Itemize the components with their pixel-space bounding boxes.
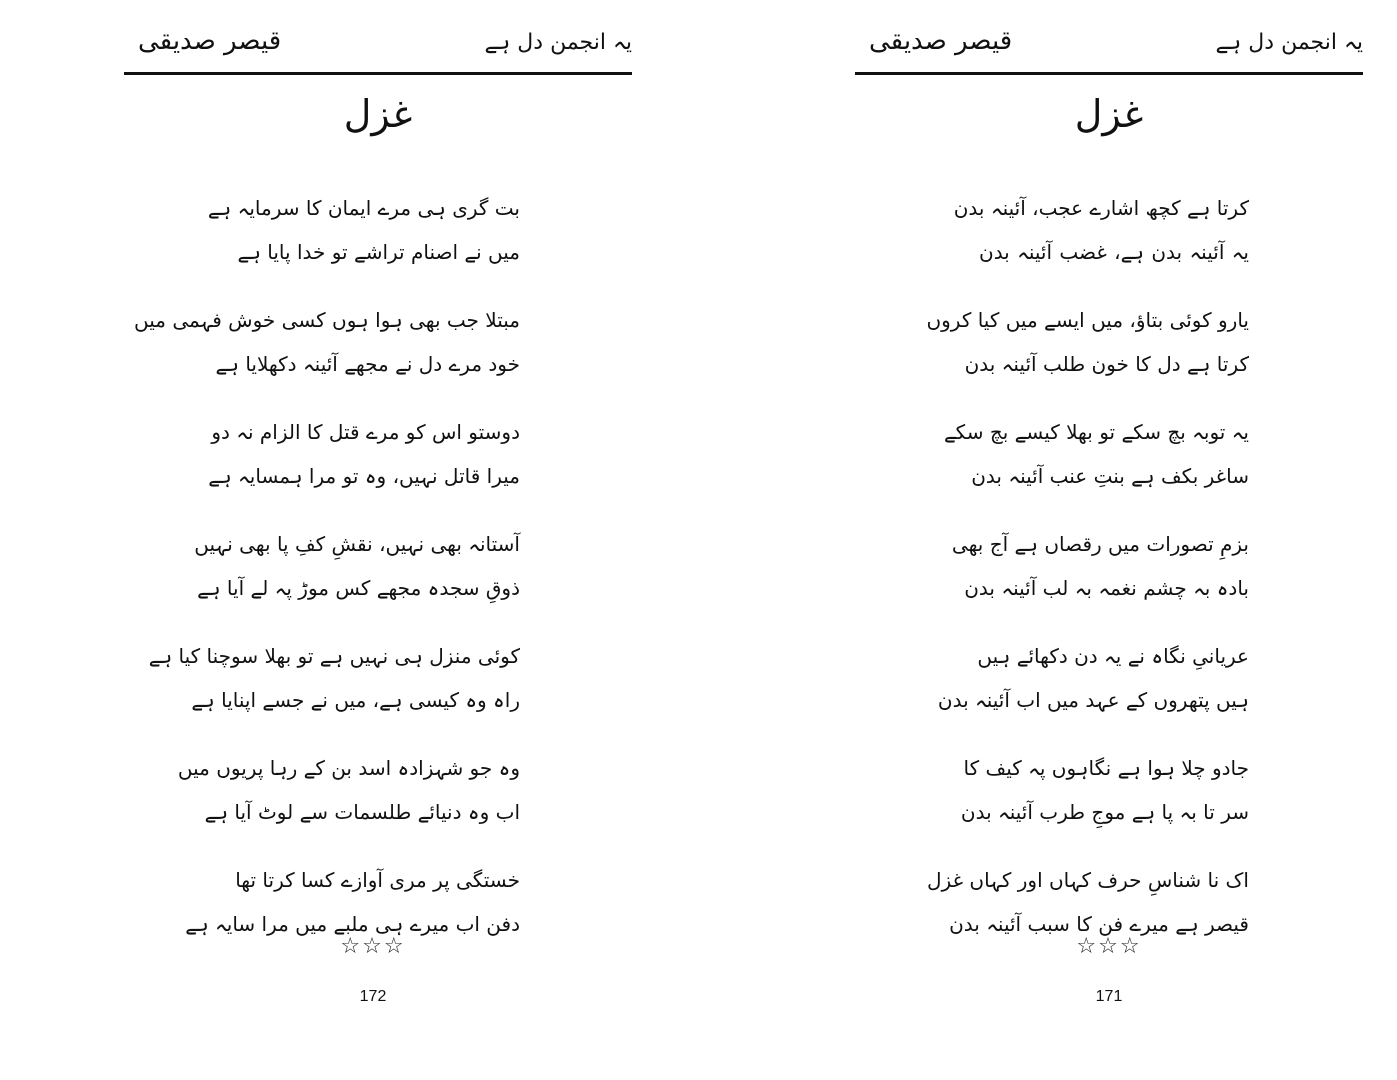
verse-line: ہیں پتھروں کے عہد میں اب آئینہ بدن [937, 688, 1249, 712]
verse-line: خستگی پر مری آوازے کسا کرتا تھا [235, 868, 520, 892]
verse-line: دفن اب میرے ہی ملبے میں مرا سایہ ہے [185, 912, 520, 936]
stanza [943, 410, 1249, 522]
page-number: 172 [359, 988, 387, 1005]
verse-line: مبتلا جب بھی ہوا ہوں کسی خوش فہمی میں [133, 308, 520, 332]
stanza [937, 634, 1249, 746]
stanza [133, 298, 520, 410]
author-name: قیصر صدیقی [138, 26, 282, 56]
verse-line: یہ توبہ بچ سکے تو بھلا کیسے بچ سکے [943, 420, 1249, 444]
verse-line: میرا قاتل نہیں، وہ تو مرا ہمسایہ ہے [208, 464, 520, 488]
poem-body [926, 186, 1249, 970]
verse-line: ذوقِ سجدہ مجھے کس موڑ پہ لے آیا ہے [197, 576, 520, 600]
star-ornament: ☆☆☆ [1076, 934, 1142, 959]
verse-line: بادہ بہ چشم نغمہ بہ لب آئینہ بدن [964, 576, 1249, 600]
verse-line: ساغر بکف ہے بنتِ عنب آئینہ بدن [971, 464, 1249, 488]
poem-body [133, 186, 520, 970]
verse-line: اب وہ دنیائے طلسمات سے لوٹ آیا ہے [204, 800, 520, 824]
verse-line: آستانہ بھی نہیں، نقشِ کفِ پا بھی نہیں [194, 532, 520, 556]
verse-line: یہ آئینہ بدن ہے، غضب آئینہ بدن [979, 240, 1249, 264]
stanza [208, 410, 520, 522]
stanza [953, 186, 1249, 298]
page-header [855, 22, 1363, 75]
verse-line: کرتا ہے دل کا خون طلب آئینہ بدن [964, 352, 1249, 376]
author-name: قیصر صدیقی [869, 26, 1013, 56]
verse-line: کرتا ہے کچھ اشارے عجب، آئینہ بدن [953, 196, 1249, 220]
section-title: غزل [1074, 92, 1144, 136]
star-ornament: ☆☆☆ [340, 934, 406, 959]
stanza [207, 186, 520, 298]
stanza [951, 522, 1249, 634]
book-title: یہ انجمن دل ہے [484, 30, 632, 55]
verse-line: بت گری ہی مرے ایمان کا سرمایہ ہے [207, 196, 520, 220]
verse-line: میں نے اصنام تراشے تو خدا پایا ہے [237, 240, 520, 264]
page-header [124, 22, 632, 75]
book-title: یہ انجمن دل ہے [1215, 30, 1363, 55]
left-page [124, 0, 632, 1080]
stanza [960, 746, 1249, 858]
section-title: غزل [343, 92, 413, 136]
verse-line: یارو کوئی بتاؤ، میں ایسے میں کیا کروں [926, 308, 1249, 332]
verse-line: بزمِ تصورات میں رقصاں ہے آج بھی [951, 532, 1249, 556]
verse-line: خود مرے دل نے مجھے آئینہ دکھلایا ہے [215, 352, 520, 376]
verse-line: اک نا شناسِ حرف کہاں اور کہاں غزل [927, 868, 1249, 892]
verse-line: عریانیِ نگاہ نے یہ دن دکھائے ہیں [977, 644, 1249, 668]
page-number: 171 [1095, 988, 1123, 1005]
stanza [148, 634, 520, 746]
verse-line: راہ وہ کیسی ہے، میں نے جسے اپنایا ہے [191, 688, 520, 712]
stanza [926, 298, 1249, 410]
verse-line: سر تا بہ پا ہے موجِ طرب آئینہ بدن [960, 800, 1249, 824]
verse-line: قیصر ہے میرے فن کا سبب آئینہ بدن [949, 912, 1249, 936]
stanza [177, 746, 520, 858]
verse-line: وہ جو شہزادہ اسد بن کے رہا پریوں میں [177, 756, 520, 780]
stanza [194, 522, 520, 634]
verse-line: جادو چلا ہوا ہے نگاہوں پہ کیف کا [963, 756, 1249, 780]
right-page [855, 0, 1363, 1080]
verse-line: کوئی منزل ہی نہیں ہے تو بھلا سوچنا کیا ہے [148, 644, 520, 668]
verse-line: دوستو اس کو مرے قتل کا الزام نہ دو [211, 420, 520, 444]
